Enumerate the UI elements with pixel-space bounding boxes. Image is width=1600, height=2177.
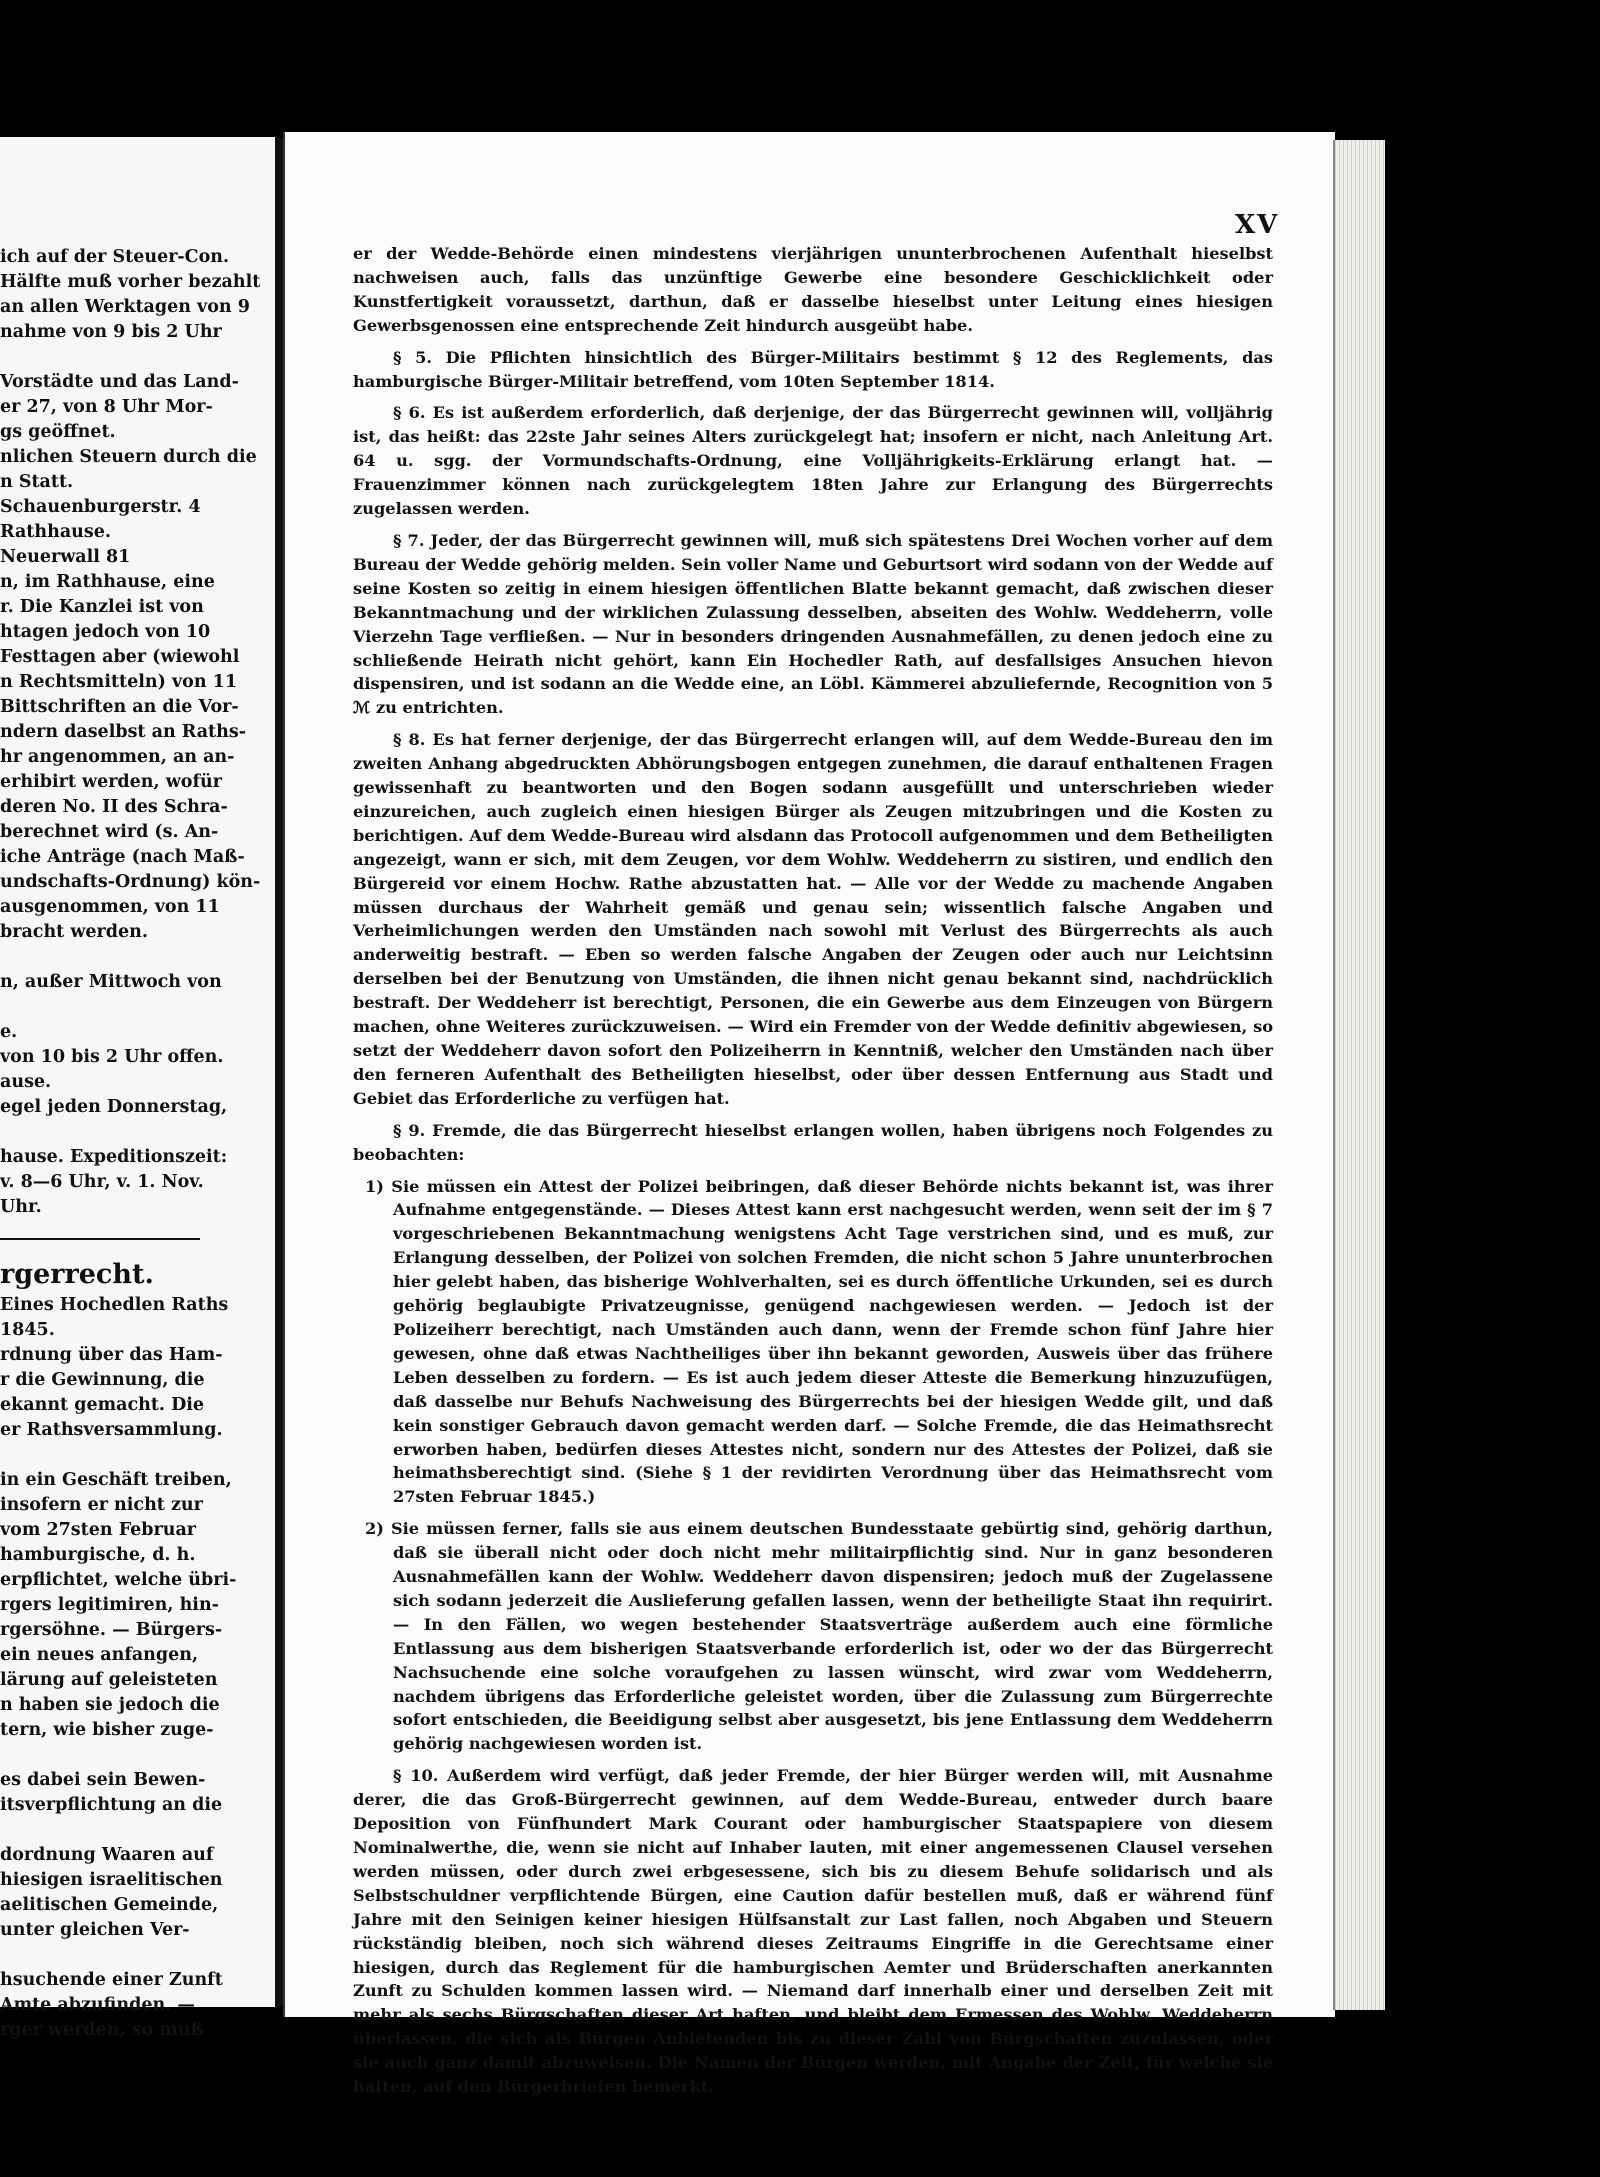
left-line xyxy=(0,1743,265,1768)
left-line: n Rechtsmitteln) von 11 xyxy=(0,672,238,692)
left-line: Uhr. xyxy=(0,1197,42,1217)
left-line: n haben sie jedoch die xyxy=(0,1695,220,1715)
left-line: nahme von 9 bis 2 Uhr xyxy=(0,322,222,342)
left-line: r die Gewinnung, die xyxy=(0,1370,205,1390)
left-line: ause. xyxy=(0,1072,52,1092)
left-line: 1845. xyxy=(0,1320,55,1340)
left-line: nlichen Steuern durch die xyxy=(0,447,257,467)
paragraph: er der Wedde-Behörde einen mindestens vierjährigen ununterbrochenen Aufenthalt hieselbst nachweisen auch, falls das unzünftige Gewerbe eine besondere Geschicklichkeit oder Kunstfertigkeit voraussetzt, darthun, daß er dasselbe hieselbst unter Leitung eines hiesigen Gewerbsgenossen eine entsprechende Zeit hindurch ausgeübt habe. xyxy=(353,244,1273,335)
left-line: Amte abzufinden. — xyxy=(0,1995,195,2015)
left-line: berechnet wird (s. An- xyxy=(0,822,219,842)
left-line: ein neues anfangen, xyxy=(0,1645,199,1665)
right-page xyxy=(283,132,1335,2097)
left-line: erpflichtet, welche übri- xyxy=(0,1570,237,1590)
left-line: Eines Hochedlen Raths xyxy=(0,1295,229,1315)
section-7: § 7. Jeder, der das Bürgerrecht gewinnen will, muß sich spätestens Drei Wochen vorher auf dem Bureau der Wedde gehörig melden. Sein voller Name und Geburtsort wird sodann von der Wedde auf seine Kosten so zeitig in einem hiesigen öffentlichen Blatte bekannt gemacht, daß zwischen dieser Bekanntmachung und der wirklichen Zulassung desselben, abseiten des Wohlw. Weddeherrn, volle Vierzehn Tage verfließen. — Nur in besonders dringenden Ausnahmefällen, zu denen jedoch eine zu schließende Heirath nicht gehört, kann Ein Hochedler Rath, auf desfallsiges Ansuchen hievon dispensiren, und ist sodann an die Wedde eine, an Löbl. Kämmerei abzuliefernde, Recognition von 5 ℳ zu entrichten. xyxy=(353,530,1273,718)
left-line: hamburgische, d. h. xyxy=(0,1545,196,1565)
left-line: aelitischen Gemeinde, xyxy=(0,1895,219,1915)
left-line xyxy=(0,1120,265,1145)
left-line: hiesigen israelitischen xyxy=(0,1870,223,1890)
section-6: § 6. Es ist außerdem erforderlich, daß derjenige, der das Bürgerrecht gewinnen will, volljährig ist, das heißt: das 22ste Jahr seines Alters zurückgelegt hat; insofern er nicht, nach Anleitung Art. 64 u. sgg. der Vormundschafts-Ordnung, eine Volljährigkeits-Erklärung erlangt hat. — Frauenzimmer können nach zurückgelegtem 18ten Jahre zur Erlangung des Bürgerrechts zugelassen werden. xyxy=(353,403,1273,519)
left-line: htagen jedoch von 10 xyxy=(0,622,211,642)
page-number: XV xyxy=(1235,210,1280,240)
left-line: rgersöhne. — Bürgers- xyxy=(0,1620,223,1640)
section-5: § 5. Die Pflichten hinsichtlich des Bürger-Militairs bestimmt § 12 des Reglements, das hamburgische Bürger-Militair betreffend, vom 10ten September 1814. xyxy=(353,347,1273,391)
left-heading: rgerrecht. xyxy=(0,1259,154,1290)
page-body xyxy=(353,242,1273,2107)
left-line: Hälfte muß vorher bezahlt xyxy=(0,272,261,292)
left-line: lärung auf geleisteten xyxy=(0,1670,218,1690)
divider xyxy=(0,1238,200,1240)
left-line: ich auf der Steuer-Con. xyxy=(0,247,230,267)
left-line: rdnung über das Ham- xyxy=(0,1345,223,1365)
book-gutter xyxy=(275,137,283,2007)
left-line: undschafts-Ordnung) kön- xyxy=(0,872,261,892)
left-line xyxy=(0,995,265,1020)
left-line: hr angenommen, an an- xyxy=(0,747,235,767)
left-line: gs geöffnet. xyxy=(0,422,116,442)
left-line: vom 27sten Februar xyxy=(0,1520,197,1540)
left-line: ekannt gemacht. Die xyxy=(0,1395,205,1415)
left-line: itsverpflichtung an die xyxy=(0,1795,223,1815)
left-line: er Rathsversammlung. xyxy=(0,1420,223,1440)
left-line: er 27, von 8 Uhr Mor- xyxy=(0,397,213,417)
section-9-item-1: 1) Sie müssen ein Attest der Polizei beibringen, daß dieser Behörde nichts bekannt ist, was ihrer Aufnahme entgegenstände. — Dieses Attest kann erst nachgesucht werden, wenn seit der im § 7 vorgeschriebenen Bekanntmachung wenigstens Acht Tage verstrichen sind, und es muß, zur Erlangung desselben, der Polizei von solchen Fremden, die nicht schon 5 Jahre ununterbrochen hier gelebt haben, das bisherige Wohlverhalten, sei es durch öffentliche Urkunden, sei es durch gehörig beglaubigte Privatzeugnisse, genügend nachgewiesen werden. — Jedoch ist der Polizeiherr berechtigt, nach Umständen auch dann, wenn der Fremde schon fünf Jahre hier gewesen, ohne daß etwas Nachtheiliges über ihn bekannt geworden, Ausweis über das frühere Leben desselben zu fordern. — Es ist auch jedem dieser Atteste die Bemerkung hinzuzufügen, daß dasselbe nur Behufs Nachweisung des Bürgerrechts bei der hiesigen Wedde gilt, und daß kein sonstiger Gebrauch davon gemacht werden darf. — Solche Fremde, die das Heimathsrecht erworben haben, bedürfen dieses Attestes nicht, sondern nur des Attestes der Polizei, daß sie heimathsberechtigt sind. (Siehe § 1 der revidirten Verordnung über das Heimathsrecht vom 27sten Februar 1845.) xyxy=(365,1176,1273,1507)
left-line xyxy=(0,345,265,370)
left-line: hsuchende einer Zunft xyxy=(0,1970,223,1990)
left-line: n, im Rathhause, eine xyxy=(0,572,215,592)
left-page xyxy=(0,137,278,2040)
left-line: Bittschriften an die Vor- xyxy=(0,697,239,717)
left-line: Neuerwall 81 xyxy=(0,547,131,567)
left-line: tern, wie bisher zuge- xyxy=(0,1720,214,1740)
left-line: dordnung Waaren auf xyxy=(0,1845,214,1865)
section-9-item-2: 2) Sie müssen ferner, falls sie aus einem deutschen Bundesstaate gebürtig sind, gehörig darthun, daß sie überall nicht oder doch nicht mehr militairpflichtig sind. Nur in ganz besonderen Ausnahmefällen kann der Wohlw. Weddeherr davon dispensiren; jedoch muß der Zugelassene sich sodann jederzeit die Auslieferung gefallen lassen, wenn der betheiligte Staat ihn requirirt. — In den Fällen, wo wegen bestehender Staatsverträge außerdem auch eine förmliche Entlassung aus dem bisherigen Staatsverbande erforderlich ist, oder wo der das Bürgerrecht Nachsuchende eine solche voraufgehen zu lassen wünscht, wird zwar vom Weddeherrn, nachdem übrigens das Erforderliche geleistet worden, über die Zulassung zum Bürgerrechte sofort entschieden, die Beeidigung selbst aber ausgesetzt, bis jene Entlassung dem Weddeherrn gehörig nachgewiesen worden ist. xyxy=(365,1519,1273,1754)
left-line: n, außer Mittwoch von xyxy=(0,972,222,992)
left-line: unter gleichen Ver- xyxy=(0,1920,190,1940)
left-line: rger werden, so muß xyxy=(0,2020,204,2040)
left-line: egel jeden Donnerstag, xyxy=(0,1097,228,1117)
section-9: § 9. Fremde, die das Bürgerrecht hieselbst erlangen wollen, haben übrigens noch Folgendes zu beobachten: xyxy=(353,1120,1273,1164)
left-page-text xyxy=(0,245,265,2043)
left-line xyxy=(0,1943,265,1968)
left-line: ndern daselbst an Raths- xyxy=(0,722,246,742)
left-line: hause. Expeditionszeit: xyxy=(0,1147,228,1167)
left-line: iche Anträge (nach Maß- xyxy=(0,847,245,867)
left-line: e. xyxy=(0,1022,18,1042)
left-line: ausgenommen, von 11 xyxy=(0,897,220,917)
left-line: es dabei sein Bewen- xyxy=(0,1770,206,1790)
left-line: Vorstädte und das Land- xyxy=(0,372,239,392)
left-line: erhibirt werden, wofür xyxy=(0,772,222,792)
left-line xyxy=(0,1443,265,1468)
left-line: Schauenburgerstr. 4 xyxy=(0,497,201,517)
left-line xyxy=(0,1818,265,1843)
left-line: Festtagen aber (wiewohl xyxy=(0,647,240,667)
left-line: insofern er nicht zur xyxy=(0,1495,203,1515)
page-edges xyxy=(1333,140,1385,2010)
section-10: § 10. Außerdem wird verfügt, daß jeder Fremde, der hier Bürger werden will, mit Ausnahme derer, die das Groß-Bürgerrecht gewinnen, auf dem Wedde-Bureau, entweder durch baare Deposition von Fünfhundert Mark Courant oder hamburgischer Staatspapiere von diesem Nominalwerthe, die, wenn sie nicht auf Inhaber lauten, mit einer angemessenen Clausel versehen werden müssen, oder durch zwei erbgesessene, sich bis zu diesem Behufe solidarisch und als Selbstschuldner verpflichtende Bürgen, eine Caution dafür bestellen muß, daß er während fünf Jahre mit den Seinigen keiner hiesigen Hülfsanstalt zur Last fallen, noch Abgaben und Steuern rückständig bleiben, noch sich während dieses Zeitraums Eingriffe in die Gerechtsame einer hiesigen, durch das Reglement für die hamburgischen Aemter und Brüderschaften anerkannten Zunft zu Schulden kommen lassen wird. — Niemand darf innerhalb einer und derselben Zeit mit mehr als sechs Bürgschaften dieser Art haften, und bleibt dem Ermessen des Wohlw. Weddeherrn überlassen, die sich als Bürgen Anbietenden bis zu dieser Zahl von Bürgschaften zuzulassen, oder sie auch ganz damit abzuweisen. Die Namen der Bürgen werden, mit Angabe der Zeit, für welche sie haften, auf den Bürgerbriefen bemerkt. xyxy=(353,1766,1273,2097)
left-line: von 10 bis 2 Uhr offen. xyxy=(0,1047,224,1067)
left-line: an allen Werktagen von 9 xyxy=(0,297,250,317)
left-line: r. Die Kanzlei ist von xyxy=(0,597,204,617)
left-line: in ein Geschäft treiben, xyxy=(0,1470,232,1490)
left-line: v. 8—6 Uhr, v. 1. Nov. xyxy=(0,1172,204,1192)
left-line: rgers legitimiren, hin- xyxy=(0,1595,219,1615)
left-line: deren No. II des Schra- xyxy=(0,797,228,817)
left-line: Rathhause. xyxy=(0,522,111,542)
section-8: § 8. Es hat ferner derjenige, der das Bürgerrecht erlangen will, auf dem Wedde-Bureau den im zweiten Anhang abgedruckten Abhörungsbogen entgegen zunehmen, die darauf enthaltenen Fragen gewissenhaft zu beantworten und den Bogen sodann ausgefüllt und unterschrieben wieder einzureichen, auch zugleich einen hiesigen Bürger als Zeugen mitzubringen und die Kosten zu berichtigen. Auf dem Wedde-Bureau wird alsdann das Protocoll aufgenommen und dem Betheiligten angezeigt, wann er sich, mit dem Zeugen, vor dem Wohlw. Weddeherrn zu sistiren, und endlich den Bürgereid vor einem Hochw. Rathe abzustatten hat. — Alle vor der Wedde zu machende Angaben müssen durchaus der Wahrheit gemäß und genau sein; wissentlich falsche Angaben und Verheimlichungen werden den Umständen nach sowohl mit Verlust des Bürgerrechts als auch anderweitig bestraft. — Eben so werden falsche Angaben der Zeugen oder auch nur Leichtsinn derselben bei der Benutzung von Umständen, die ihnen nicht genau bekannt sind, nachdrücklich bestraft. Der Weddeherr ist berechtigt, Personen, die ein Gewerbe aus dem Einzeugen von Bürgern machen, ohne Weiteres zurückzuweisen. — Wird ein Fremder von der Wedde definitiv abgewiesen, so setzt der Weddeherr davon sofort den Polizeiherrn in Kenntniß, welcher den Umständen nach über den ferneren Aufenthalt des Betheiligten hieselbst, oder über dessen Entfernung aus Stadt und Gebiet das Erforderliche zu verfügen hat. xyxy=(353,730,1273,1108)
left-line: bracht werden. xyxy=(0,922,148,942)
left-line: n Statt. xyxy=(0,472,74,492)
left-line xyxy=(0,945,265,970)
